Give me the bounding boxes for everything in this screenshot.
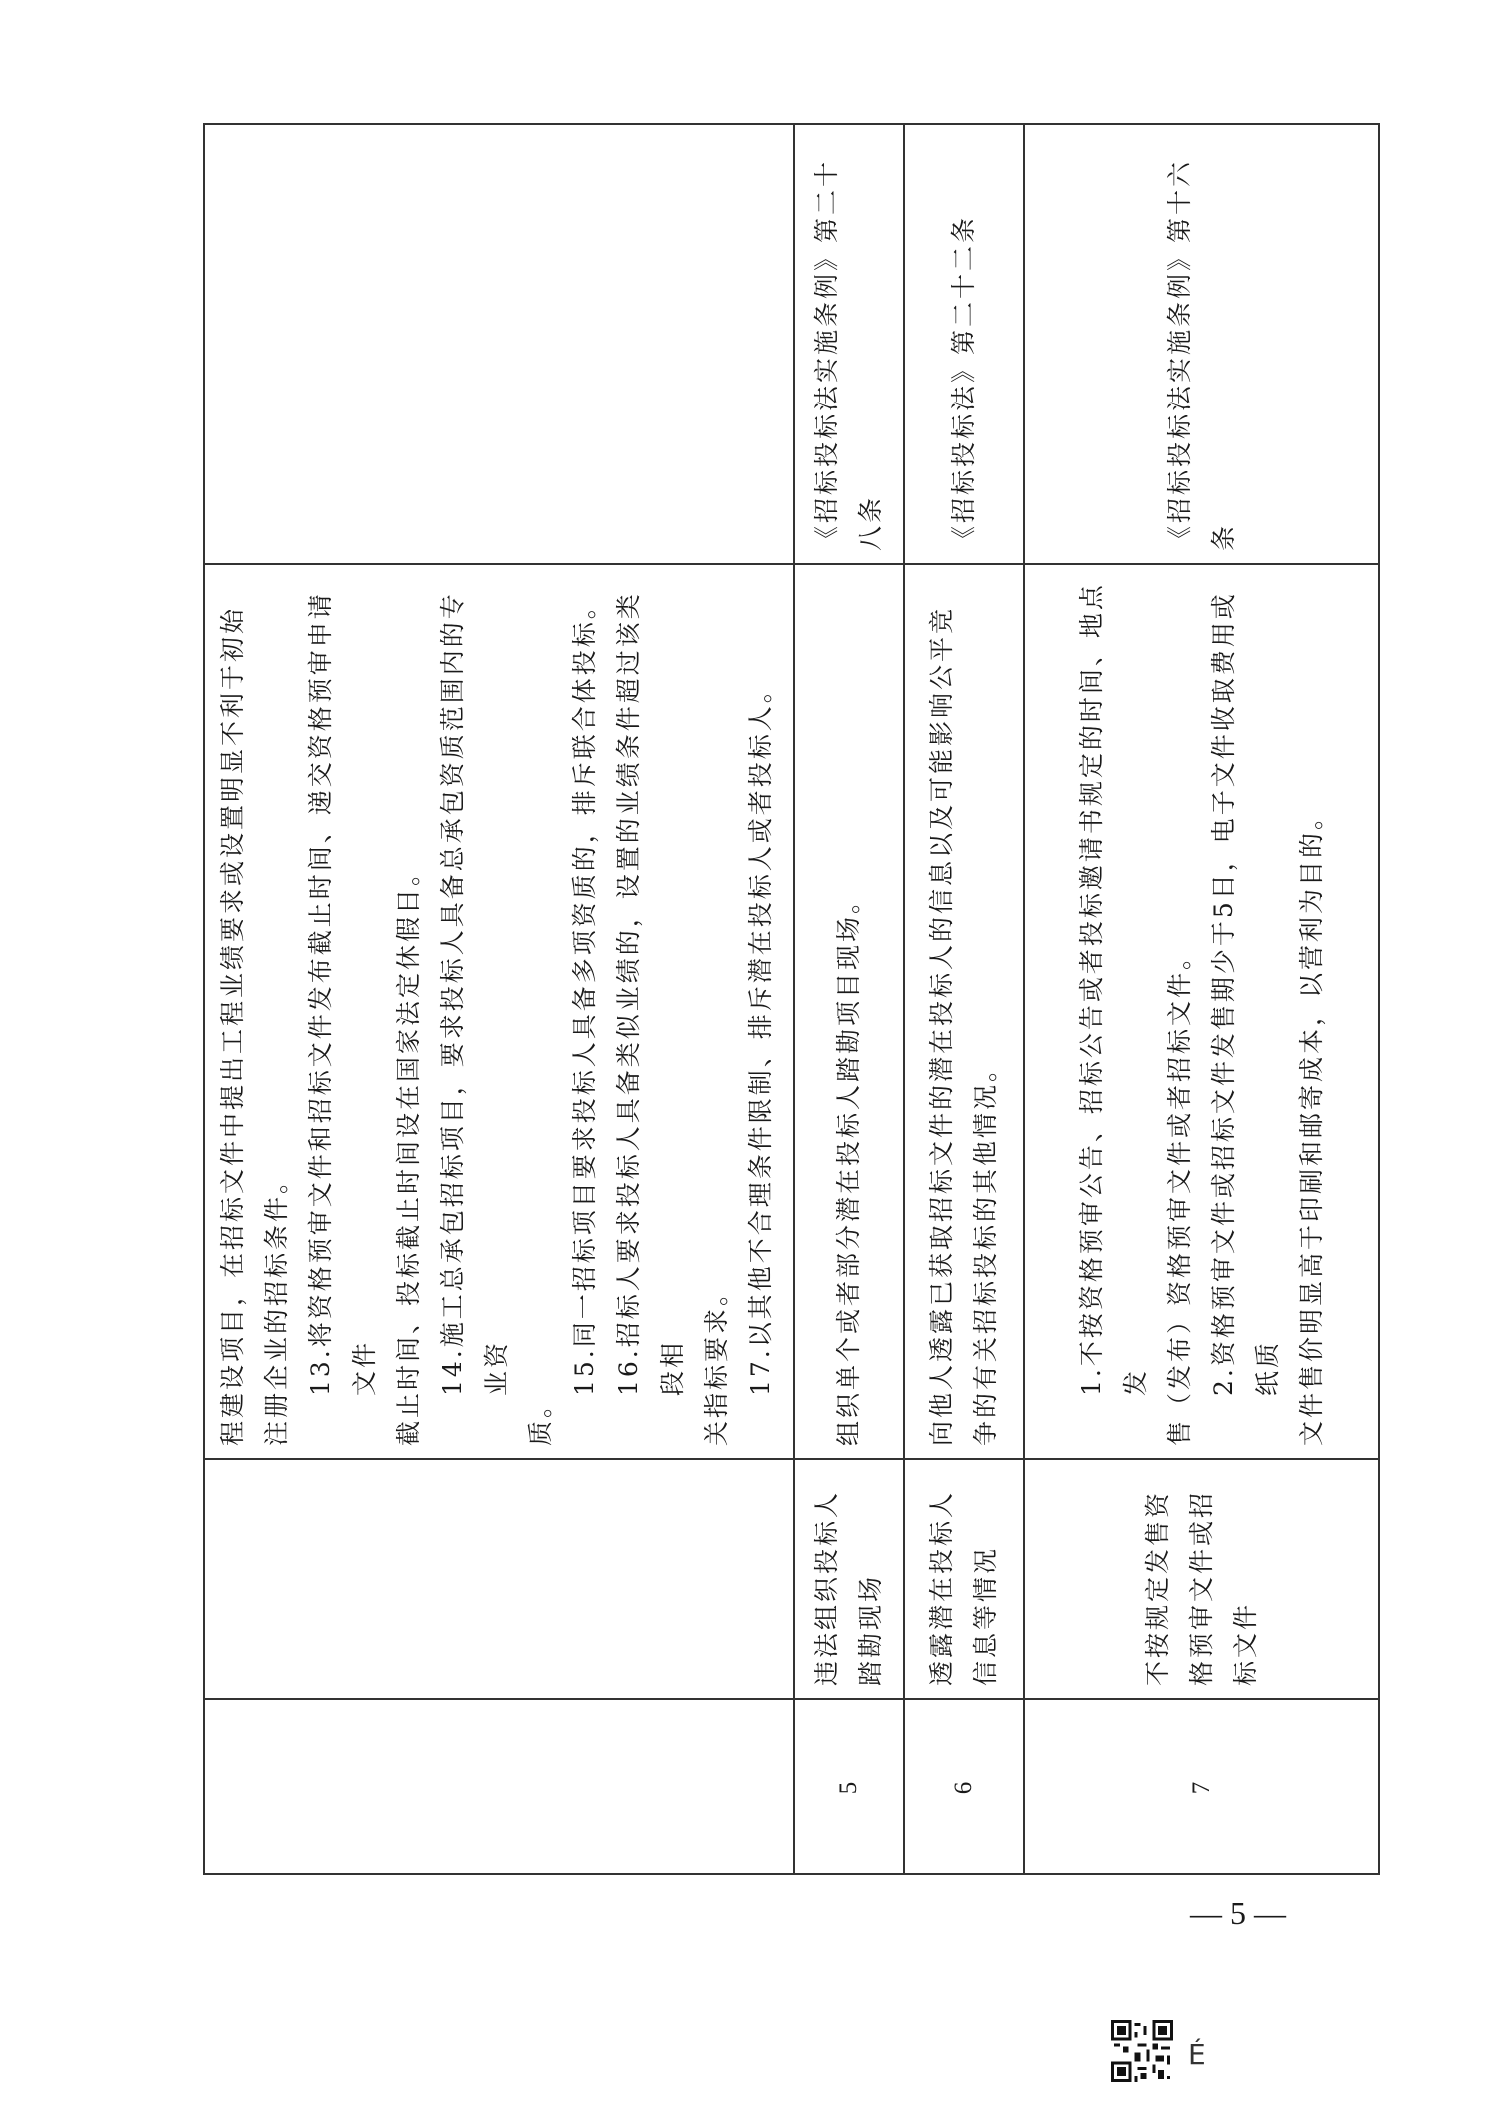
description-line: 争的有关招标投标的其他情况。 [971, 1053, 1000, 1446]
description-line: 组织单个或者部分潜在投标人踏勘项目现场。 [834, 885, 863, 1446]
description-line: 质。 [526, 1389, 555, 1446]
table-row [794, 124, 904, 1874]
description-line: 向他人透露已获取招标文件的潜在投标人的信息以及可能影响公平竞 [927, 605, 956, 1446]
description-cell [1024, 564, 1379, 1459]
item-name: 透露潜在投标人信息等情况 [904, 1459, 1024, 1699]
regulation-table-rotated [203, 125, 1326, 1875]
qr-caption-glyph: É [1188, 2038, 1206, 2071]
row-number-cell [204, 1699, 794, 1874]
qr-code-icon [1111, 2020, 1173, 2082]
description-cell [904, 564, 1024, 1459]
legal-basis: 《招标投标法实施条例》第十六条 [1024, 124, 1379, 564]
regulation-table [203, 123, 1380, 1875]
description-line: 1.不按资格预审公告、招标公告或者投标邀请书规定的时间、地点发 [1076, 582, 1150, 1396]
description-line: 关指标要求。 [702, 1277, 731, 1446]
description-line: 2.资格预审文件或招标文件发售期少于5日，电子文件收取费用或纸质 [1208, 591, 1282, 1396]
description-line: 截止时间、投标截止时间设在国家法定休假日。 [394, 857, 423, 1446]
description-line: 14.施工总承包招标项目，要求投标人具备总承包资质范围内的专业资 [438, 591, 511, 1396]
description-line: 16.招标人要求投标人具备类似业绩的，设置的业绩条件超过该类段相 [614, 591, 687, 1396]
description-line: 17.以其他不合理条件限制、排斥潜在投标人或者投标人。 [746, 675, 775, 1396]
row-number: 5 [794, 1699, 904, 1874]
description-cell [794, 564, 904, 1459]
page-number: — 5 — [1190, 1895, 1286, 1931]
description-line: 13.将资格预审文件和招标文件发布截止时间、递交资格预审申请文件 [306, 591, 379, 1396]
table-row [904, 124, 1024, 1874]
legal-basis: 《招标投标法实施条例》第二十八条 [794, 124, 904, 564]
description-line: 15.同一招标项目要求投标人具备多项资质的，排斥联合体投标。 [570, 591, 599, 1396]
item-name: 不按规定发售资格预审文件或招标文件 [1024, 1459, 1379, 1699]
row-number: 6 [904, 1699, 1024, 1874]
item-name-cell [204, 1459, 794, 1699]
row-number: 7 [1024, 1699, 1379, 1874]
item-name: 违法组织投标人踏勘现场 [794, 1459, 904, 1699]
legal-basis: 《招标投标法》第二十二条 [904, 124, 1024, 564]
description-cell [204, 564, 794, 1459]
legal-basis-cell [204, 124, 794, 564]
table-row [1024, 124, 1379, 1874]
table-row-continued [204, 124, 794, 1874]
description-line: 程建设项目，在招标文件中提出工程业绩要求或设置明显不利于初始 [218, 605, 247, 1446]
description-line: 注册企业的招标条件。 [262, 1165, 291, 1446]
description-line: 售（发布）资格预审文件或者招标文件。 [1164, 941, 1194, 1446]
description-line: 文件售价明显高于印刷和邮寄成本，以营利为目的。 [1296, 801, 1326, 1446]
